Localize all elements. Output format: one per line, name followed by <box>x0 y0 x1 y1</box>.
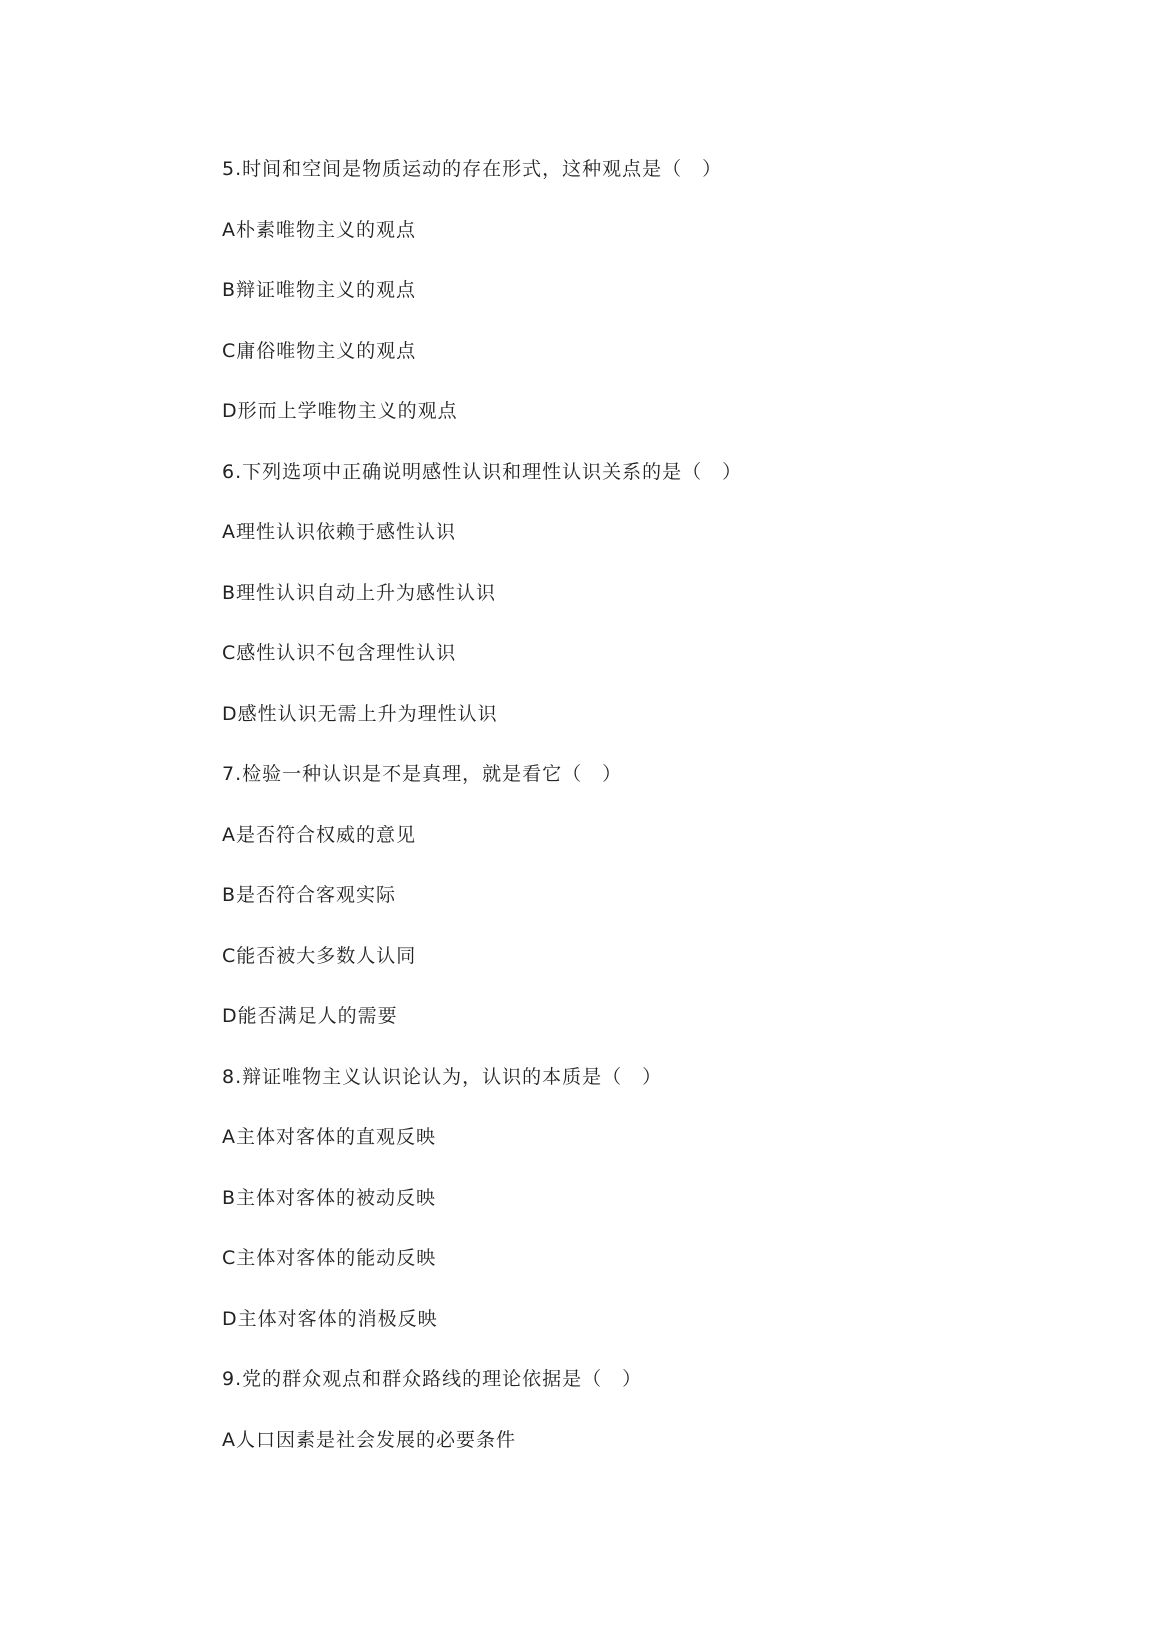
question-9-stem: 9.党的群众观点和群众路线的理论依据是（ ） <box>222 1368 643 1390</box>
question-6-stem: 6.下列选项中正确说明感性认识和理性认识关系的是（ ） <box>222 460 743 483</box>
question-8-option-c: C主体对客体的能动反映 <box>222 1247 437 1269</box>
question-5-option-c: C庸俗唯物主义的观点 <box>222 339 417 362</box>
question-5-option-b: B辩证唯物主义的观点 <box>222 279 417 301</box>
question-9-option-a: A人口因素是社会发展的必要条件 <box>222 1428 516 1451</box>
question-8-option-b: B主体对客体的被动反映 <box>222 1186 437 1209</box>
question-7-option-a: A是否符合权威的意见 <box>222 823 416 846</box>
question-6-option-b: B理性认识自动上升为感性认识 <box>222 581 497 604</box>
question-8-stem: 8.辩证唯物主义认识论认为，认识的本质是（ ） <box>222 1065 663 1088</box>
question-7-option-d: D能否满足人的需要 <box>222 1005 398 1027</box>
question-7-stem: 7.检验一种认识是不是真理，就是看它（ ） <box>222 763 623 785</box>
question-5-stem: 5.时间和空间是物质运动的存在形式，这种观点是（ ） <box>222 158 723 180</box>
question-7-option-c: C能否被大多数人认同 <box>222 944 417 967</box>
question-8-option-d: D主体对客体的消极反映 <box>222 1307 438 1330</box>
question-8-option-a: A主体对客体的直观反映 <box>222 1126 436 1148</box>
question-6-option-a: A理性认识依赖于感性认识 <box>222 521 456 543</box>
question-6-option-d: D感性认识无需上升为理性认识 <box>222 702 498 725</box>
question-list <box>222 154 1102 1485</box>
question-5-option-a: A朴素唯物主义的观点 <box>222 218 416 241</box>
question-6-option-c: C感性认识不包含理性认识 <box>222 642 457 664</box>
question-7-option-b: B是否符合客观实际 <box>222 884 397 906</box>
question-5-option-d: D形而上学唯物主义的观点 <box>222 400 458 422</box>
